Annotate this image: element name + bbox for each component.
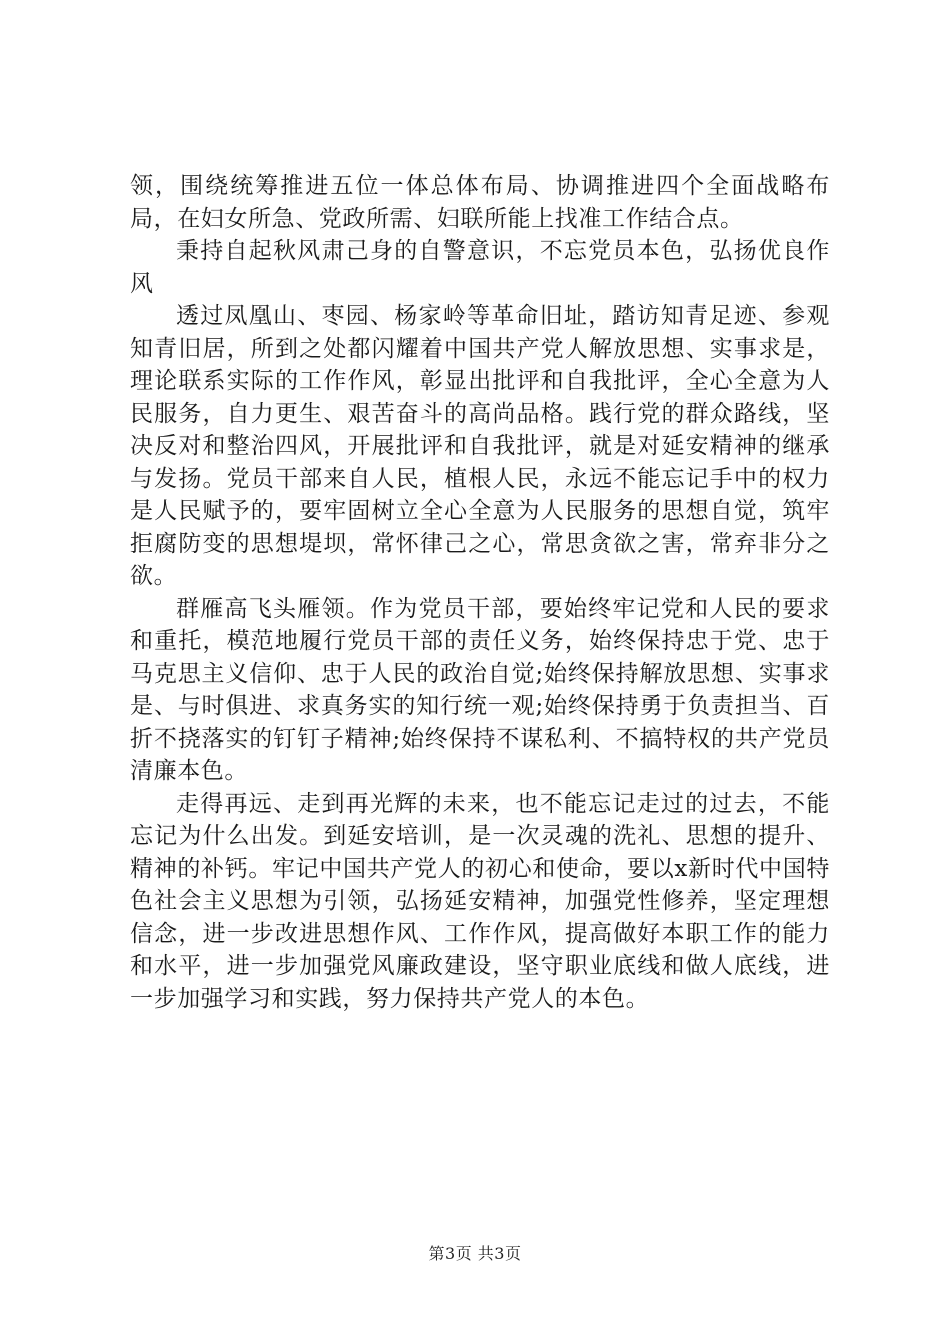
paragraph: 透过凤凰山、枣园、杨家岭等革命旧址，踏访知青足迹、参观知青旧居，所到之处都闪耀着中国共产党人解放思想、实事求是，理论联系实际的工作作风，彰显出批评和自我批评，全心全意为人民服务，自力更生、艰苦奋斗的高尚品格。践行党的群众路线，坚决反对和整治四风，开展批评和自我批评，就是对延安精神的继承与发扬。党员干部来自人民，植根人民，永远不能忘记手中的权力是人民赋予的，要牢固树立全心全意为人民服务的思想自觉，筑牢拒腐防变的思想堤坝，常怀律己之心，常思贪欲之害，常弃非分之欲。	[130, 303, 830, 589]
paragraph-continued: 领，围绕统筹推进五位一体总体布局、协调推进四个全面战略布局，在妇女所急、党政所需、妇联所能上找准工作结合点。	[130, 173, 830, 232]
paragraph-heading: 秉持自起秋风肃己身的自警意识，不忘党员本色，弘扬优良作风	[130, 238, 830, 297]
document-body	[130, 170, 830, 1015]
page-number-footer: 第3页 共3页	[428, 1244, 522, 1263]
paragraph: 走得再远、走到再光辉的未来，也不能忘记走过的过去，不能忘记为什么出发。到延安培训，是一次灵魂的洗礼、思想的提升、精神的补钙。牢记中国共产党人的初心和使命，要以x新时代中国特色社会主义思想为引领，弘扬延安精神，加强党性修养，坚定理想信念，进一步改进思想作风、工作作风，提高做好本职工作的能力和水平，进一步加强党风廉政建设，坚守职业底线和做人底线，进一步加强学习和实践，努力保持共产党人的本色。	[130, 790, 830, 1012]
paragraph: 群雁高飞头雁领。作为党员干部，要始终牢记党和人民的要求和重托，模范地履行党员干部的责任义务，始终保持忠于党、忠于马克思主义信仰、忠于人民的政治自觉;始终保持解放思想、实事求是、与时俱进、求真务实的知行统一观;始终保持勇于负责担当、百折不挠落实的钉钉子精神;始终保持不谋私利、不搞特权的共产党员清廉本色。	[130, 595, 830, 784]
